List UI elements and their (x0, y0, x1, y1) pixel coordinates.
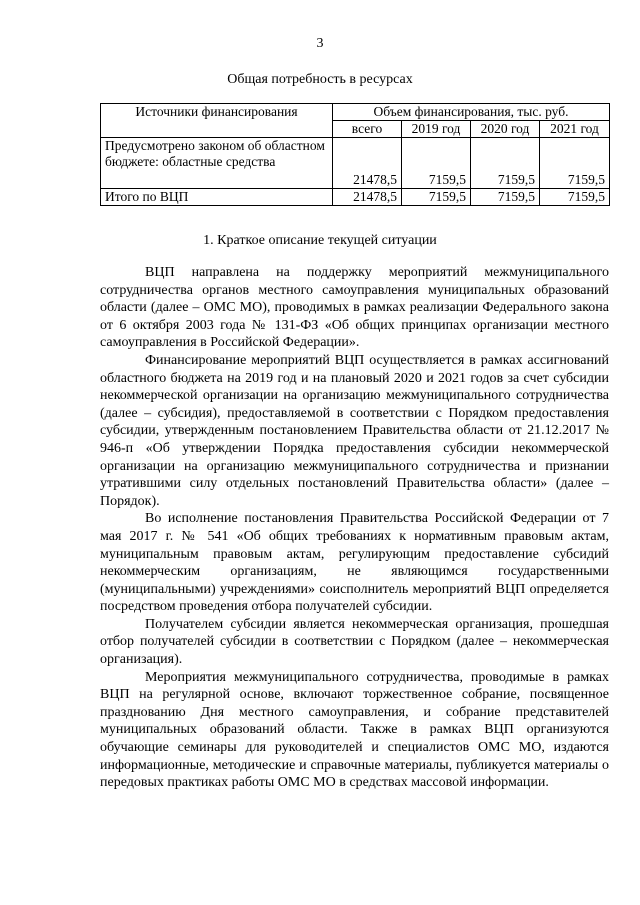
total-value-2021: 7159,5 (540, 189, 610, 206)
body-text (100, 264, 609, 792)
row-value-2020: 7159,5 (471, 138, 540, 189)
paragraph: Во исполнение постановления Правительства Российской Федерации от 7 мая 2017 г. № 541 «Об общих требованиях к нормативным правовым актам, муниципальным правовым актам, регулирующим предоставление субсидий некоммерческим организациям, не являющимся государственными (муниципальными) учреждениями» соисполнитель мероприятий ВЦП определяется посредством проведения отбора получателей субсидии. (100, 511, 609, 615)
subheader-2019: 2019 год (402, 121, 471, 138)
total-value-2020: 7159,5 (471, 189, 540, 206)
subheader-2020: 2020 год (471, 121, 540, 138)
row-value-2021: 7159,5 (540, 138, 610, 189)
paragraph: ВЦП направлена на поддержку мероприятий межмуниципального сотрудничества органов местного самоуправления муниципальных образований области (далее – ОМС МО), проводимых в рамках реализации Федерального закона от 6 октября 2003 года № 131-ФЗ «Об общих принципах организации местного самоуправления в Российской Федерации». (100, 265, 609, 351)
volume-header-cell: Объем финансирования, тыс. руб. (333, 104, 610, 121)
table-row-total (101, 189, 610, 206)
row-value-total: 21478,5 (333, 138, 402, 189)
paragraph: Финансирование мероприятий ВЦП осуществляется в рамках ассигнований областного бюджета на 2019 год и на плановый 2020 и 2021 годов за счет субсидии некоммерческой организации на организацию межмуниципального сотрудничества (далее – субсидия), предоставляемой в соответствии с Порядком предоставления субсидии, утвержденным постановлением Правительства области от 21.12.2017 № 946-п «Об утверждении Порядка предоставления субсидии некоммерческой организации на организацию межмуниципального сотрудничества и признании утратившими силу отдельных постановлений Правительства области» (далее – Порядок). (100, 352, 609, 509)
row-value-2019: 7159,5 (402, 138, 471, 189)
financing-table (100, 103, 610, 206)
table-header-row (101, 104, 610, 121)
paragraph: Получателем субсидии является некоммерческая организация, прошедшая отбор получателей субсидии в соответствии с Порядком (далее – некоммерческая организация). (100, 616, 609, 668)
subheader-total: всего (333, 121, 402, 138)
subheader-2021: 2021 год (540, 121, 610, 138)
section-heading: 1. Краткое описание текущей ситуации (203, 233, 437, 248)
row-label-regional-funds: Предусмотрено законом об областном бюджете: областные средства (101, 138, 333, 189)
page-number: 3 (316, 36, 324, 51)
row-label-total: Итого по ВЦП (101, 189, 333, 206)
table-title: Общая потребность в ресурсах (227, 72, 413, 87)
source-header-cell: Источники финансирования (101, 104, 333, 138)
paragraph: Мероприятия межмуниципального сотрудничества, проводимые в рамках ВЦП на регулярной основе, включают торжественное собрание, посвященное празднованию Дня местного самоуправления, и собрание представителей муниципальных образований области. Также в рамках ВЦП организуются обучающие семинары для руководителей и специалистов ОМС МО, издаются информационные, методические и справочные материалы, публикуется материалы о передовых практиках работы ОМС МО в средствах массовой информации. (100, 669, 609, 791)
table-row (101, 138, 610, 189)
total-value-total: 21478,5 (333, 189, 402, 206)
total-value-2019: 7159,5 (402, 189, 471, 206)
